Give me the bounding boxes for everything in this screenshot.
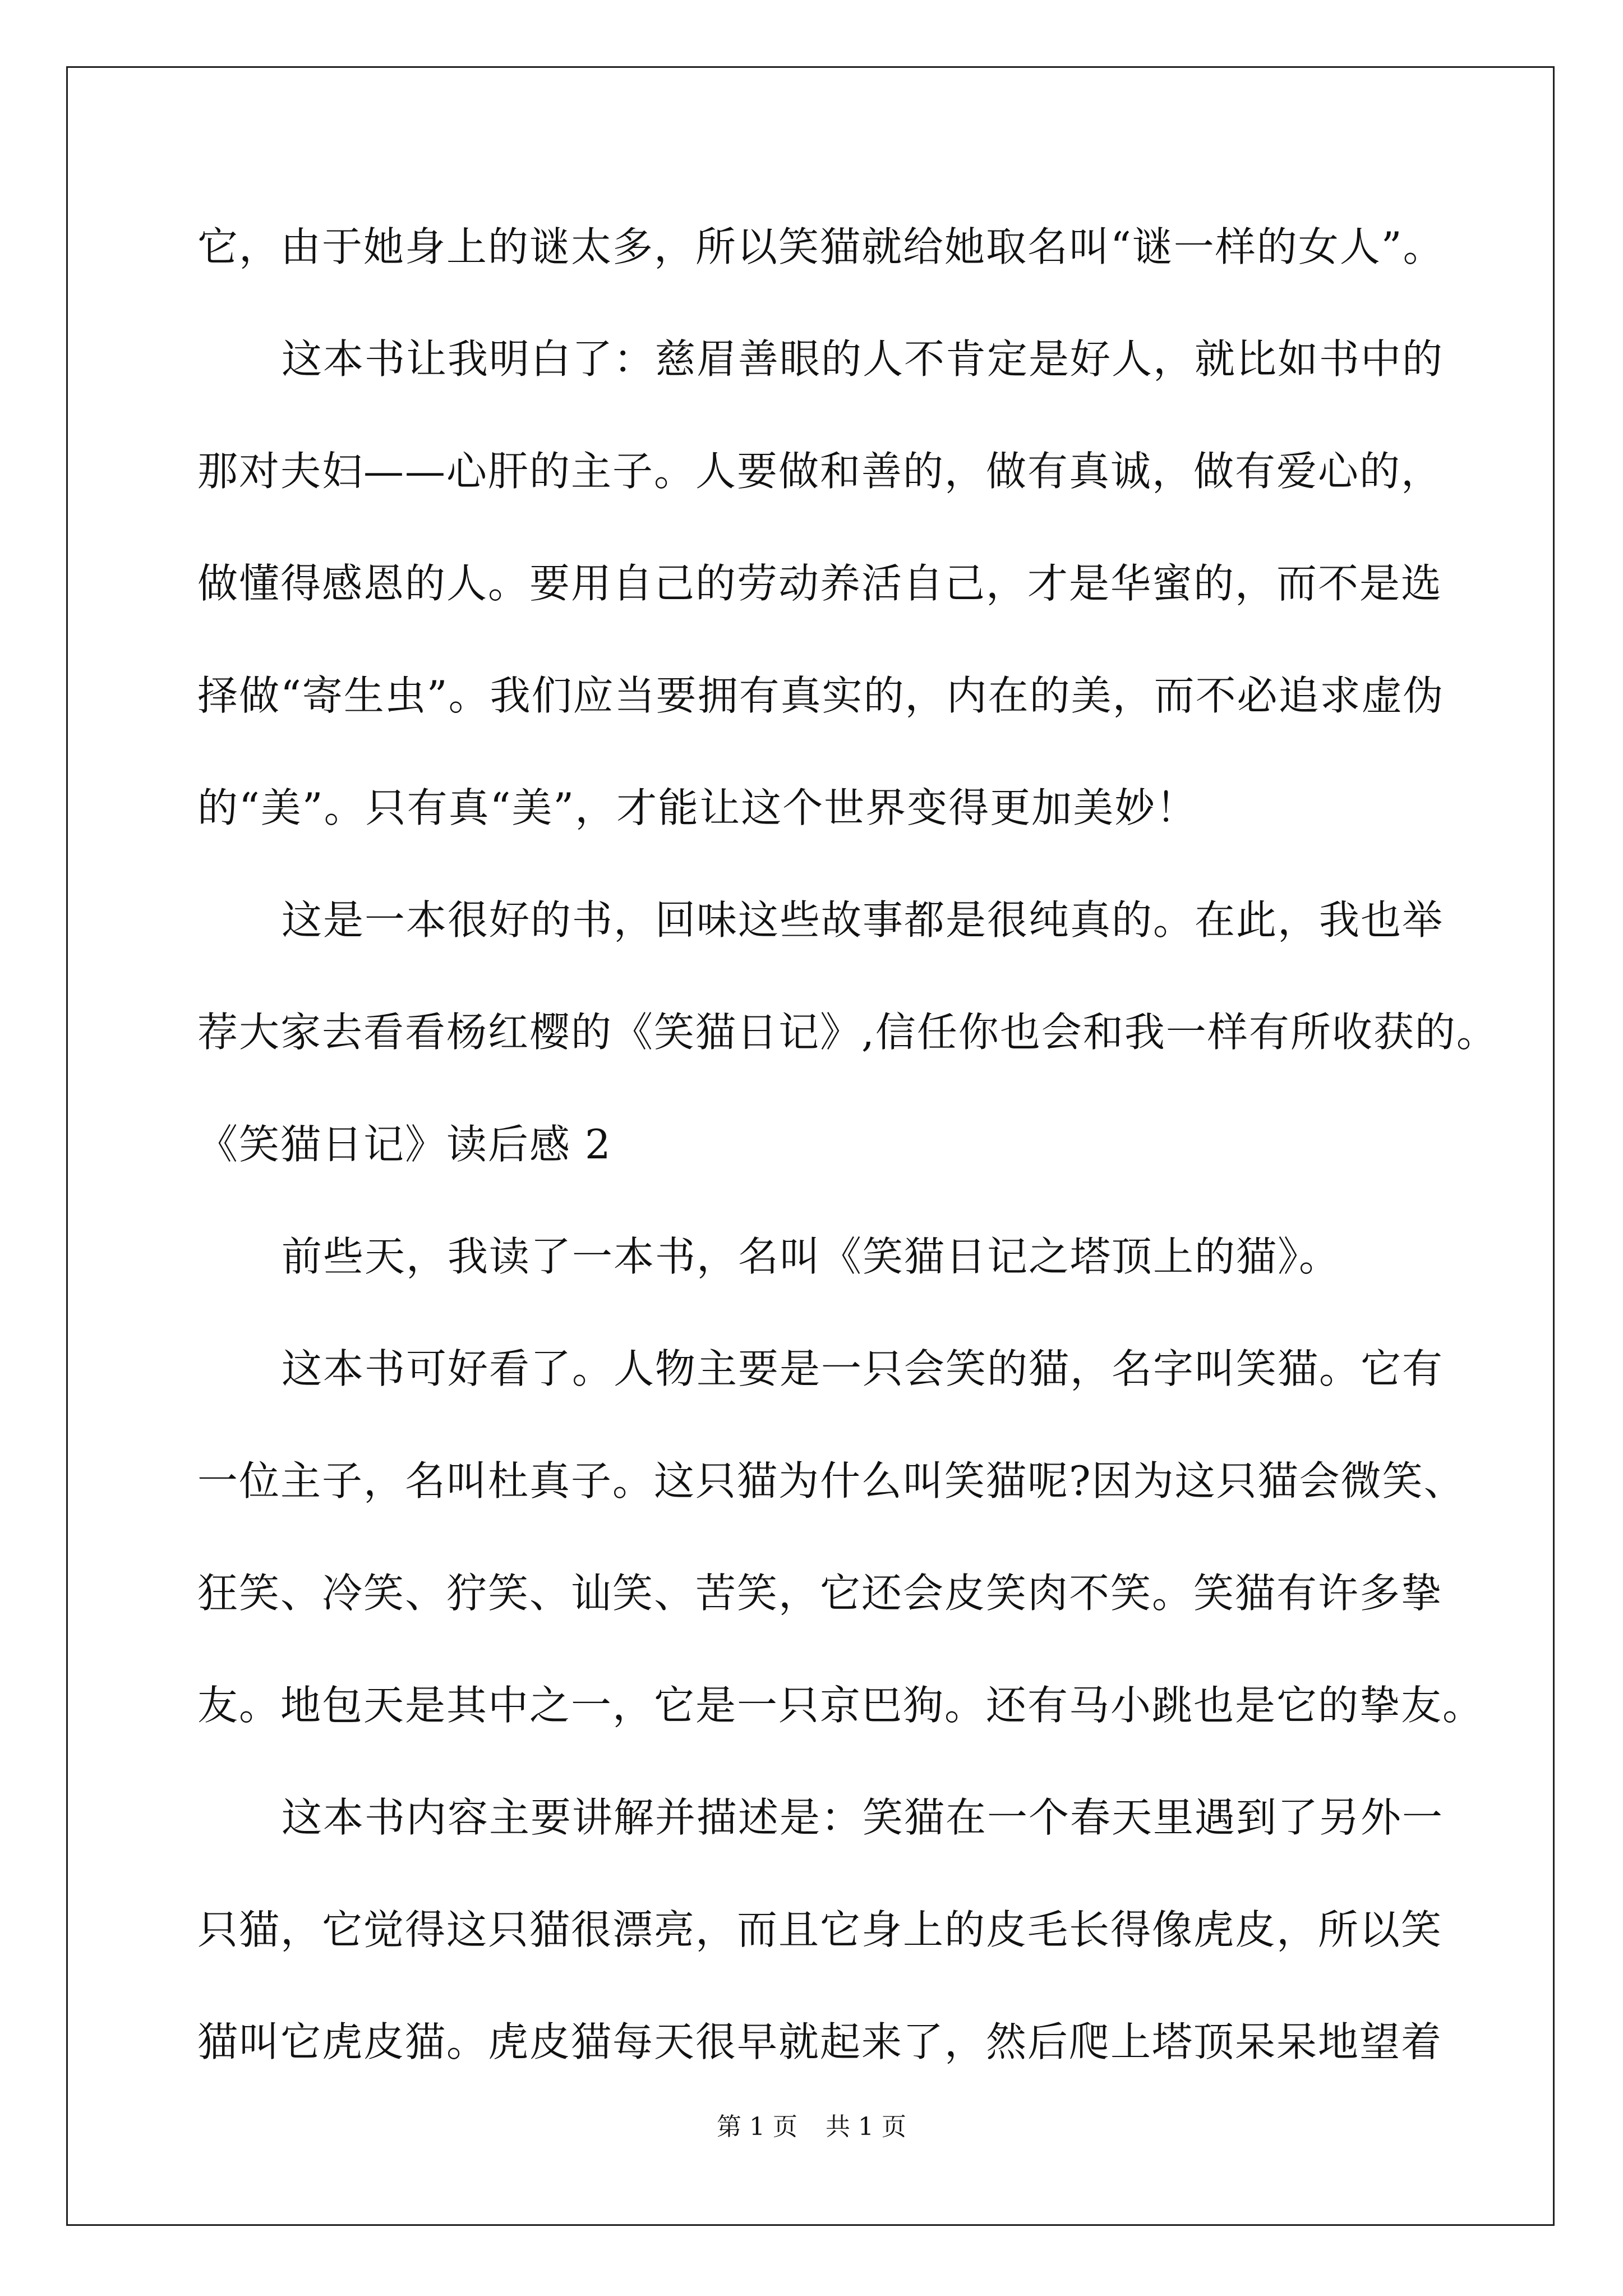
text-line: 它，由于她身上的谜太多，所以笑猫就给她取名叫“谜一样的女人”。: [197, 223, 1445, 270]
document-body: [197, 191, 1498, 2098]
text-line: 前些天，我读了一本书，名叫《笑猫日记之塔顶上的猫》。: [282, 1233, 1341, 1280]
text-line: 那对夫妇——心肝的主子。人要做和善的，做有真诚，做有爱心的，: [197, 448, 1443, 495]
text-line: 做懂得感恩的人。要用自己的劳动养活自己，才是华蜜的，而不是选: [197, 560, 1443, 607]
page-number: 第 1 页: [717, 2113, 797, 2141]
text-line: 这是一本很好的书，回味这些故事都是很纯真的。在此，我也举: [282, 896, 1444, 944]
text-line: 猫叫它虎皮猫。虎皮猫每天很早就起来了，然后爬上塔顶呆呆地望着: [197, 2018, 1443, 2065]
text-line: 这本书让我明白了：慈眉善眼的人不肯定是好人，就比如书中的: [282, 335, 1444, 383]
text-line: 的“美”。只有真“美”，才能让这个世界变得更加美妙！: [197, 784, 1198, 831]
text-line: 一位主子，名叫杜真子。这只猫为什么叫笑猫呢?因为这只猫会微笑、: [197, 1457, 1465, 1504]
text-line: 荐大家去看看杨红樱的《笑猫日记》,信任你也会和我一样有所收获的。: [197, 1009, 1498, 1056]
text-line: 友。地包天是其中之一，它是一只京巴狗。还有马小跳也是它的挚友。: [197, 1682, 1484, 1729]
text-line: 狂笑、冷笑、狞笑、讪笑、苦笑，它还会皮笑肉不笑。笑猫有许多挚: [197, 1570, 1443, 1617]
section-heading: 《笑猫日记》读后感 2: [197, 1121, 612, 1168]
page-footer: [0, 2106, 1623, 2142]
page-total: 共 1 页: [826, 2113, 906, 2141]
text-line: 择做“寄生虫”。我们应当要拥有真实的，内在的美，而不必追求虚伪: [197, 672, 1445, 719]
text-line: 这本书内容主要讲解并描述是：笑猫在一个春天里遇到了另外一: [282, 1794, 1444, 1841]
text-line: 只猫，它觉得这只猫很漂亮，而且它身上的皮毛长得像虎皮，所以笑: [197, 1906, 1443, 1953]
text-line: 这本书可好看了。人物主要是一只会笑的猫，名字叫笑猫。它有: [282, 1345, 1444, 1392]
